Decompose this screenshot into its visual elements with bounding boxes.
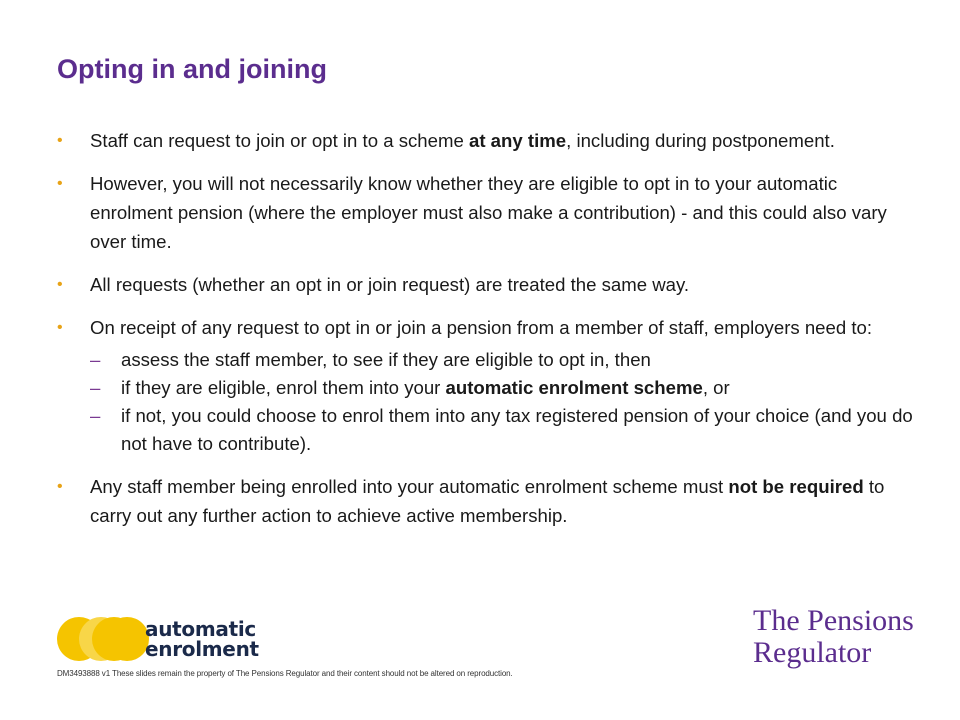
bullet-item — [57, 472, 917, 530]
bullet-text: However, you will not necessarily know whether they are eligible to opt in to your automatic enrolment pension (where the employer must also make a contribution) - and this could also vary over time. — [90, 173, 887, 252]
bullet-icon: • — [57, 175, 63, 192]
sub-item-text: if not, you could choose to enrol them into any tax registered pension of your choice (and you do not have to contribute). — [121, 405, 913, 454]
sub-item — [90, 402, 917, 458]
sub-item — [90, 346, 917, 374]
slide-title: Opting in and joining — [57, 54, 327, 84]
sub-item-text: , or — [702, 377, 730, 398]
automatic-enrolment-line1: automatic — [145, 617, 256, 641]
sub-list — [90, 346, 917, 458]
bullet-icon: • — [57, 132, 63, 149]
dash-icon: – — [90, 405, 101, 426]
bullet-text: , including during postponement. — [566, 130, 835, 151]
bullet-text: to carry out any further action to achieve active membership. — [90, 476, 885, 526]
bullet-emphasis: not be required — [728, 476, 864, 497]
dash-icon: – — [90, 377, 101, 398]
slide-body — [57, 126, 917, 544]
bullet-icon: • — [57, 478, 63, 495]
sub-item-emphasis: automatic enrolment scheme — [445, 377, 703, 398]
bullet-item — [57, 313, 917, 458]
pensions-regulator-logo-line1: The Pensions — [753, 604, 914, 637]
pensions-regulator-logo-line2: Regulator — [753, 636, 872, 669]
bullet-text: Any staff member being enrolled into your automatic enrolment scheme must — [90, 476, 729, 497]
bullet-item — [57, 270, 917, 299]
bullet-item — [57, 126, 917, 155]
footer-disclaimer: DM3493888 v1 These slides remain the property of The Pensions Regulator and their content should not be altered on reproduction. — [57, 669, 513, 678]
bullet-icon: • — [57, 319, 63, 336]
bullet-item — [57, 169, 917, 256]
bullet-emphasis: at any time — [468, 130, 567, 151]
sub-item-text: if they are eligible, enrol them into your — [121, 377, 446, 398]
bullet-text: On receipt of any request to opt in or join a pension from a member of staff, employers need to: — [90, 317, 873, 338]
bullet-text: All requests (whether an opt in or join request) are treated the same way. — [90, 274, 690, 295]
bullet-icon: • — [57, 276, 63, 293]
bullet-text: Staff can request to join or opt in to a scheme — [90, 130, 469, 151]
sub-item-text: assess the staff member, to see if they are eligible to opt in, then — [121, 349, 651, 370]
automatic-enrolment-wordmark — [145, 619, 259, 659]
dash-icon: – — [90, 349, 101, 370]
automatic-enrolment-line2: enrolment — [145, 637, 259, 661]
sub-item — [90, 374, 917, 402]
